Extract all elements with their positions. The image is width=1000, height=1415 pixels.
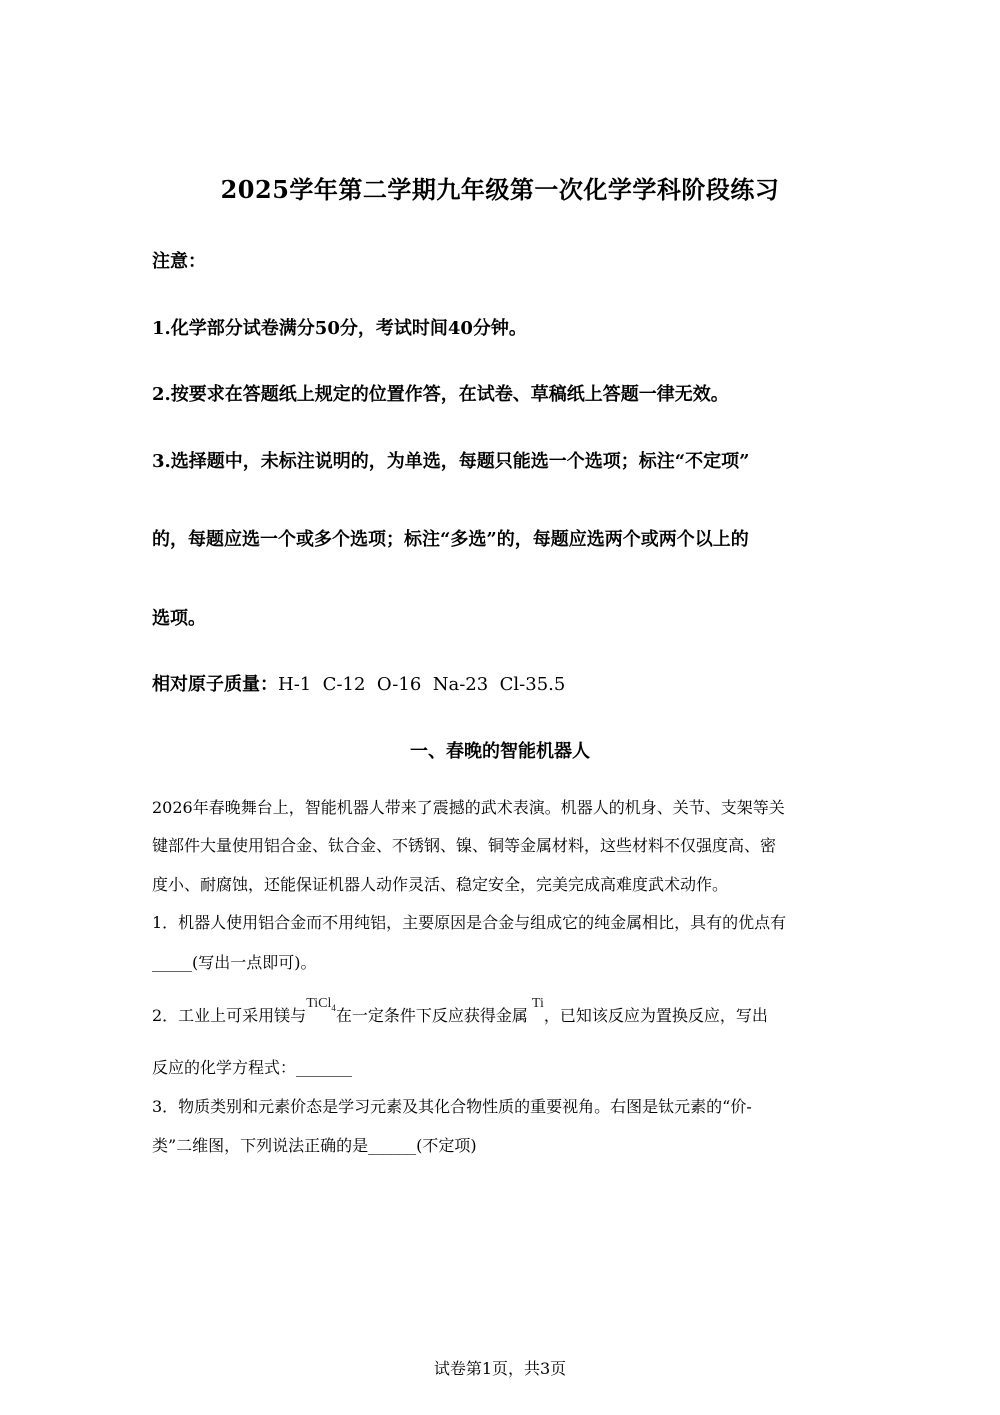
intro-line-1: 2026年春晚舞台上，智能机器人带来了震撼的武术表演。机器人的机身、关节、支架等关 bbox=[152, 798, 785, 817]
question-2-text-b: 在一定条件下反应获得金属 bbox=[335, 1006, 528, 1025]
intro-line-3: 度小、耐腐蚀，还能保证机器人动作灵活、稳定安全，完美完成高难度武术动作。 bbox=[152, 875, 729, 894]
atomic-mass-values: H-1 C-12 O-16 Na-23 Cl-35.5 bbox=[278, 674, 566, 695]
question-2-line-2: 反应的化学方程式：_______ bbox=[152, 1058, 353, 1077]
notice-item-1: 1.化学部分试卷满分50分，考试时间40分钟。 bbox=[152, 318, 527, 339]
question-2-line-1 bbox=[152, 996, 852, 1027]
notice-item-2: 2.按要求在答题纸上规定的位置作答，在试卷、草稿纸上答题一律无效。 bbox=[152, 384, 729, 405]
notice-item-3-end: 选项。 bbox=[152, 608, 206, 629]
formula-ticl4 bbox=[306, 996, 336, 1011]
formula-ti: Ti bbox=[531, 996, 544, 1011]
intro-line-2: 键部件大量使用铝合金、钛合金、不锈钢、镍、铜等金属材料，这些材料不仅强度高、密 bbox=[152, 836, 777, 855]
atomic-mass-label: 相对原子质量： bbox=[152, 674, 278, 695]
page-title: 2025学年第二学期九年级第一次化学学科阶段练习 bbox=[220, 175, 780, 204]
page-footer: 试卷第1页，共3页 bbox=[433, 1359, 567, 1378]
notice-heading: 注意： bbox=[152, 251, 206, 272]
atomic-mass-line bbox=[152, 670, 852, 696]
question-3-line-1: 3．物质类别和元素价态是学习元素及其化合物性质的重要视角。右图是钛元素的“价- bbox=[152, 1097, 752, 1116]
question-1-line-2: _____(写出一点即可)。 bbox=[152, 953, 317, 972]
formula-ticl4-subscript: 4 bbox=[331, 1002, 336, 1013]
question-3-line-2: 类”二维图，下列说法正确的是______(不定项) bbox=[152, 1136, 477, 1155]
section-title: 一、春晚的智能机器人 bbox=[410, 741, 590, 762]
notice-item-3: 3.选择题中，未标注说明的，为单选，每题只能选一个选项；标注“不定项” bbox=[152, 451, 750, 472]
notice-item-3-cont: 的，每题应选一个或多个选项；标注“多选”的，每题应选两个或两个以上的 bbox=[152, 529, 749, 550]
question-2-text-c: ，已知该反应为置换反应，写出 bbox=[543, 1006, 768, 1025]
formula-ticl4-main: TiCl bbox=[306, 996, 332, 1011]
question-2-text-a: 2．工业上可采用镁与 bbox=[152, 1006, 307, 1025]
question-1-line-1: 1．机器人使用铝合金而不用纯铝，主要原因是合金与组成它的纯金属相比，具有的优点有 bbox=[152, 913, 787, 932]
